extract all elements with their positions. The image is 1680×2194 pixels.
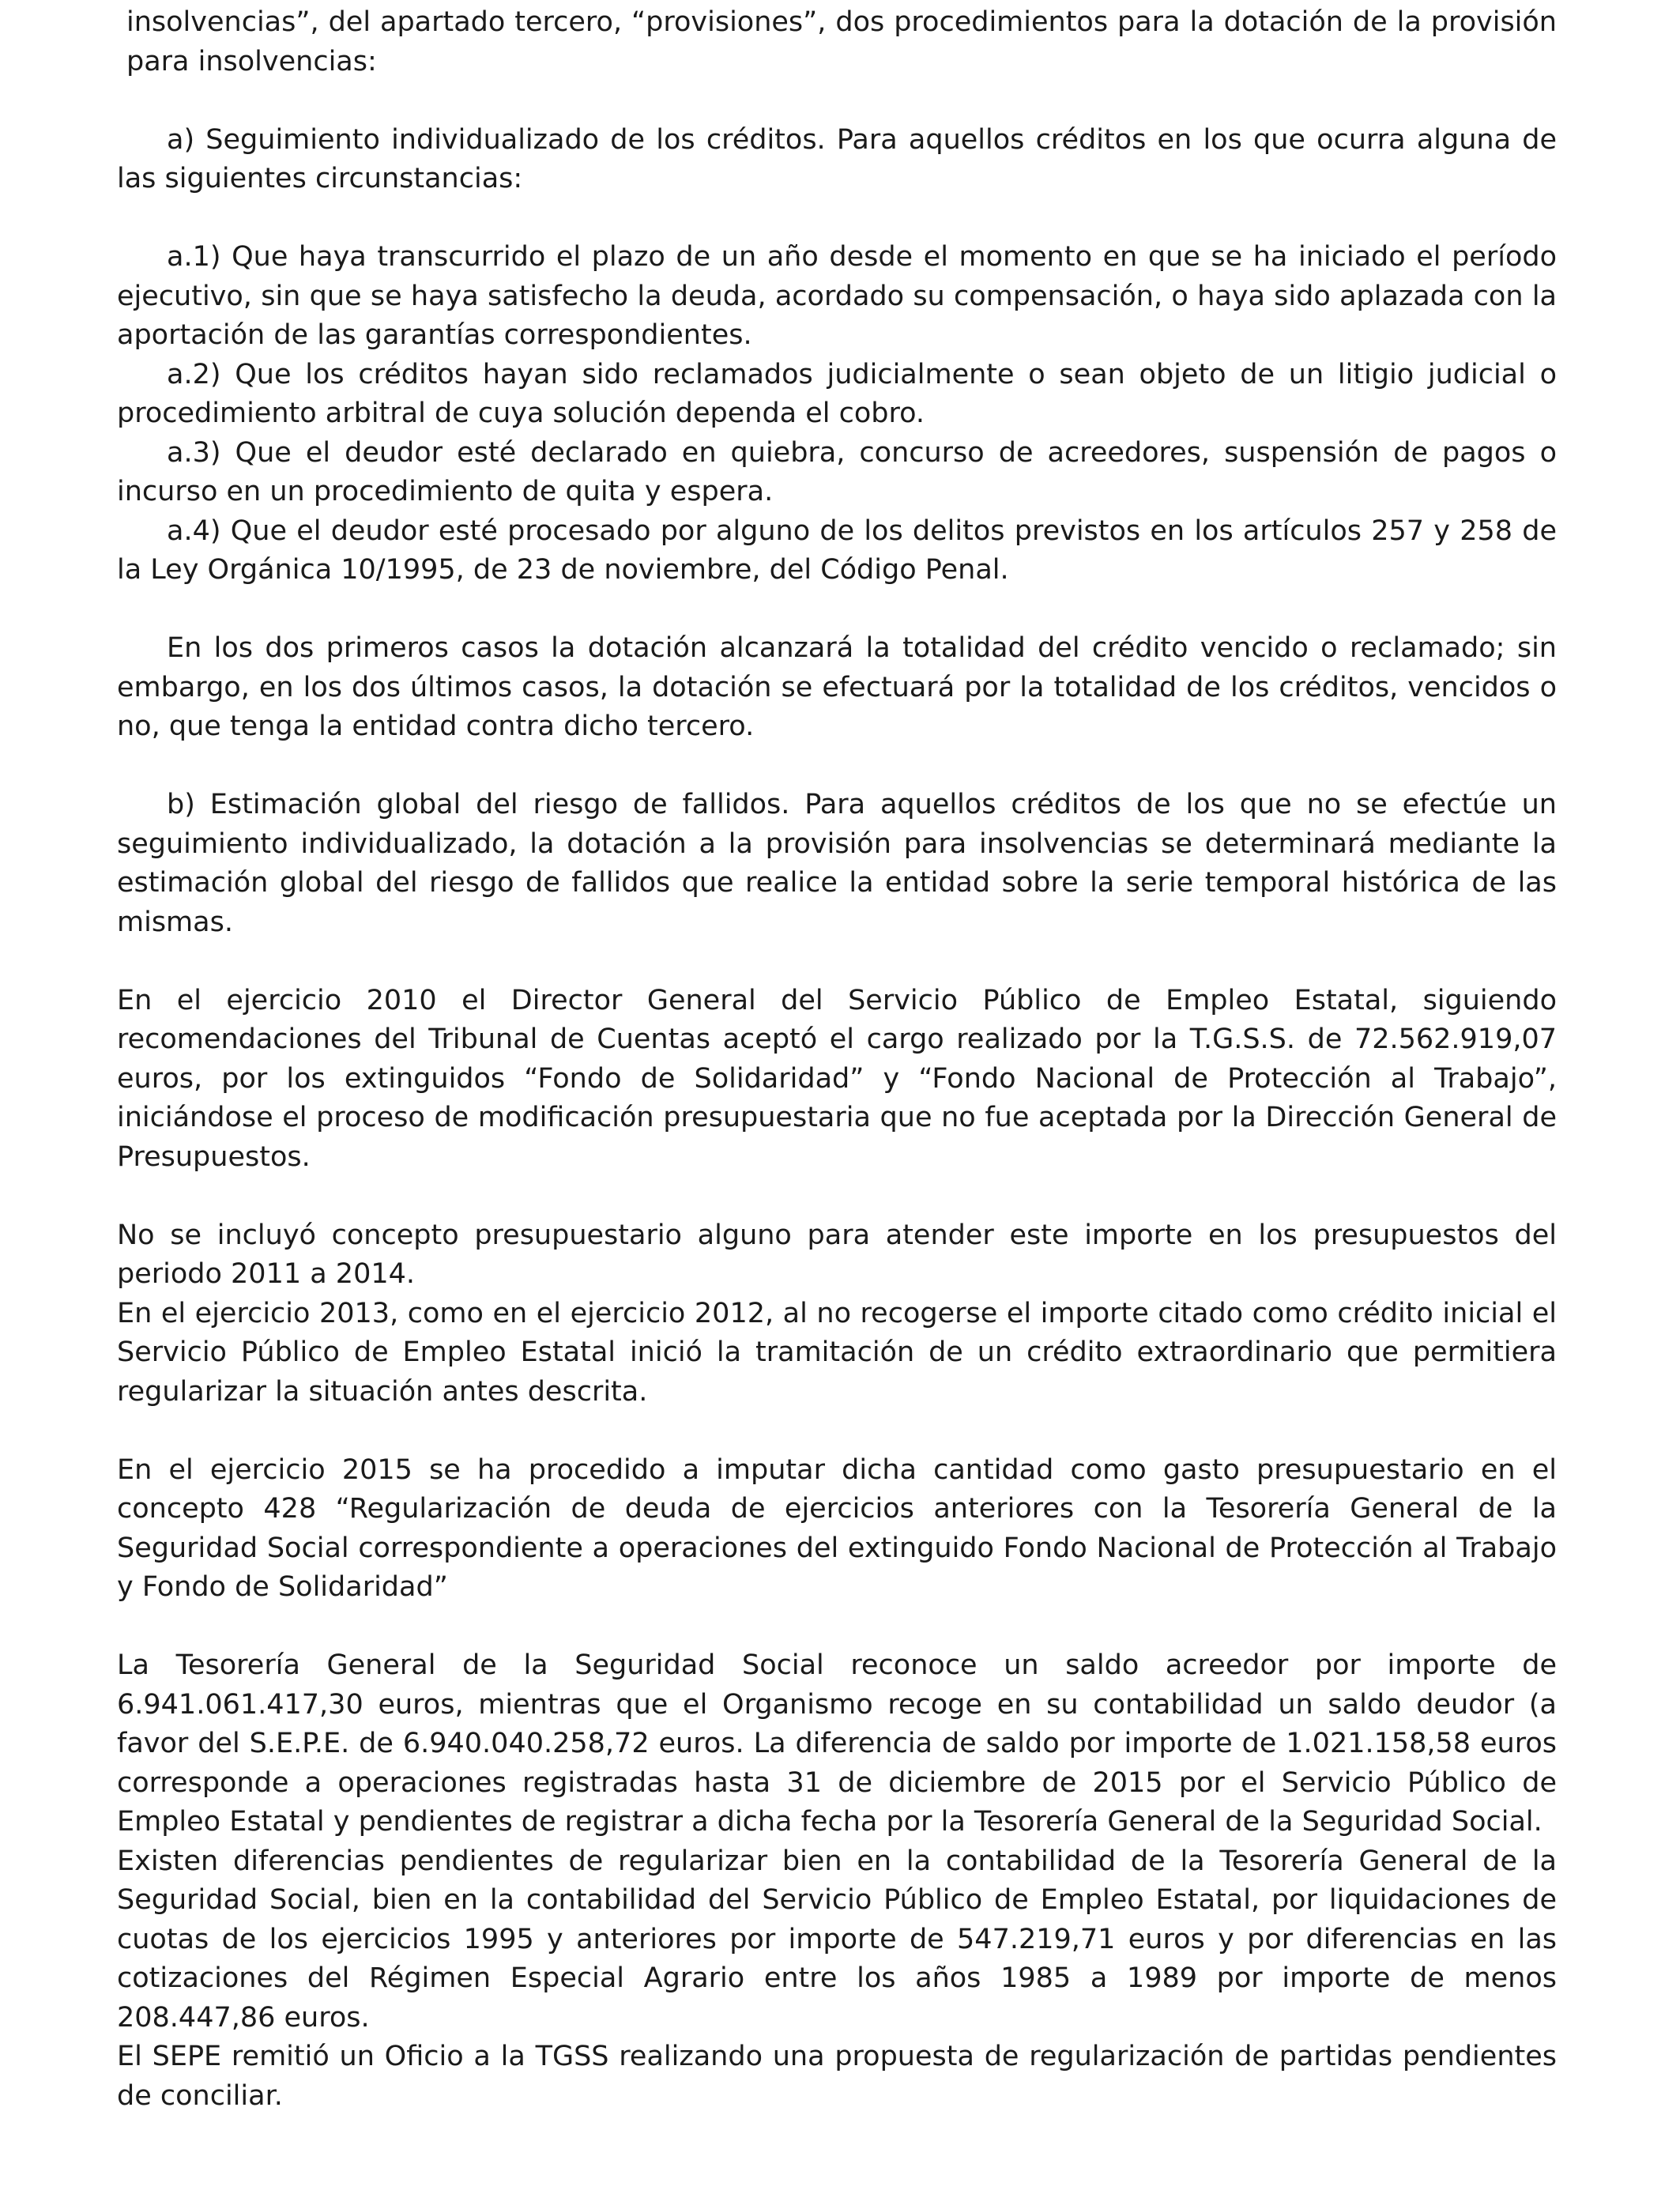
paragraph-item-a1: a.1) Que haya transcurrido el plazo de un año desde el momento en que se ha iniciado el período ejecutivo, sin que se haya satisfecho la deuda, acordado su compensación, o haya sido aplazada con la aportación de las garantías correspondientes. xyxy=(117,241,1557,351)
paragraph-gap xyxy=(117,1608,1557,1647)
paragraph-concepto: No se incluyó concepto presupuestario alguno para atender este importe en los presupuestos del periodo 2011 a 2014. xyxy=(117,1219,1557,1290)
paragraph-item-a3: a.3) Que el deudor esté declarado en quiebra, concurso de acreedores, suspensión de pagos o incurso en un procedimiento de quita y espera. xyxy=(117,436,1557,507)
paragraph-ejercicio-2010: En el ejercicio 2010 el Director General del Servicio Público de Empleo Estatal, siguiendo recomendaciones del Tribunal de Cuentas aceptó el cargo realizado por la T.G.S.S. de 72.562.919,07 euros, por los extinguidos “Fondo de Solidaridad” y “Fondo Nacional de Protección al Trabajo”, iniciándose el proceso de modificación presupuestaria que no fue aceptada por la Dirección General de Presupuestos. xyxy=(117,984,1557,1173)
paragraph-gap xyxy=(117,590,1557,630)
paragraph-oficio: El SEPE remitió un Oficio a la TGSS realizando una propuesta de regularización de partidas pendientes de conciliar. xyxy=(117,2041,1557,2112)
paragraph-diferencias: Existen diferencias pendientes de regularizar bien en la contabilidad de la Tesorería General de la Seguridad Social, bien en la contabilidad del Servicio Público de Empleo Estatal, por liquidaciones de cuotas de los ejercicios 1995 y anteriores por importe de 547.219,71 euros y por diferencias en las cotizaciones del Régimen Especial Agrario entre los años 1985 a 1989 por importe de menos 208.447,86 euros. xyxy=(117,1845,1557,2034)
paragraph-gap xyxy=(117,1412,1557,1451)
paragraph-intro: insolvencias”, del apartado tercero, “provisiones”, dos procedimientos para la dotación de la provisión para insolvencias: xyxy=(126,6,1557,77)
paragraph-item-b: b) Estimación global del riesgo de fallidos. Para aquellos créditos de los que no se efectúe un seguimiento individualizado, la dotación a la provisión para insolvencias se determinará mediante la estimación global del riesgo de fallidos que realice la entidad sobre la serie temporal histórica de las mismas. xyxy=(117,789,1557,938)
paragraph-saldo: La Tesorería General de la Seguridad Social reconoce un saldo acreedor por importe de 6.941.061.417,30 euros, mientras que el Organismo recoge en su contabilidad un saldo deudor (a favor del S.E.P.E. de 6.940.040.258,72 euros. La diferencia de saldo por importe de 1.021.158,58 euros corresponde a operaciones registradas hasta 31 de diciembre de 2015 por el Servicio Público de Empleo Estatal y pendientes de registrar a dicha fecha por la Tesorería General de la Seguridad Social. xyxy=(117,1649,1557,1838)
paragraph-item-a2: a.2) Que los créditos hayan sido reclamados judicialmente o sean objeto de un litigio judicial o procedimiento arbitral de cuya solución dependa el cobro. xyxy=(117,358,1557,429)
paragraph-ejercicio-2015: En el ejercicio 2015 se ha procedido a imputar dicha cantidad como gasto presupuestario en el concepto 428 “Regularización de deuda de ejercicios anteriores con la Tesorería General de la Seguridad Social correspondiente a operaciones del extinguido Fondo Nacional de Protección al Trabajo y Fondo de Solidaridad” xyxy=(117,1453,1557,1603)
paragraph-item-a: a) Seguimiento individualizado de los créditos. Para aquellos créditos en los que ocurra alguna de las siguientes circunstancias: xyxy=(117,123,1557,194)
document-page xyxy=(117,0,1557,2116)
paragraph-gap xyxy=(117,199,1557,239)
paragraph-gap xyxy=(117,747,1557,786)
paragraph-gap xyxy=(117,1177,1557,1216)
paragraph-gap xyxy=(117,81,1557,121)
paragraph-gap xyxy=(117,942,1557,982)
paragraph-dotacion: En los dos primeros casos la dotación alcanzará la totalidad del crédito vencido o reclamado; sin embargo, en los dos últimos casos, la dotación se efectuará por la totalidad de los créditos, vencidos o no, que tenga la entidad contra dicho tercero. xyxy=(117,632,1557,742)
paragraph-ejercicio-2013: En el ejercicio 2013, como en el ejercicio 2012, al no recogerse el importe citado como crédito inicial el Servicio Público de Empleo Estatal inició la tramitación de un crédito extraordinario que permitiera regularizar la situación antes descrita. xyxy=(117,1297,1557,1408)
paragraph-item-a4: a.4) Que el deudor esté procesado por alguno de los delitos previstos en los artículos 257 y 258 de la Ley Orgánica 10/1995, de 23 de noviembre, del Código Penal. xyxy=(117,515,1557,586)
